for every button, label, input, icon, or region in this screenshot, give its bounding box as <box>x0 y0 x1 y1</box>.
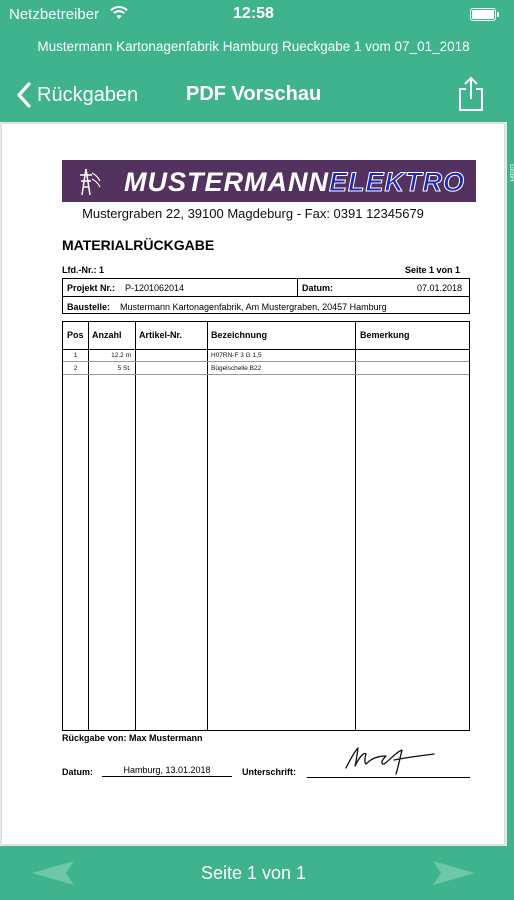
site-label: Baustelle: <box>67 302 111 312</box>
project-number: P-1201062014 <box>125 283 185 293</box>
pdf-page <box>2 124 514 844</box>
clock: 12:58 <box>233 5 274 22</box>
column-header-article: Artikel-Nr. <box>139 330 183 340</box>
footer-date-label: Datum: <box>62 767 93 777</box>
pdf-viewer[interactable] <box>0 122 514 846</box>
project-label: Projekt Nr.: <box>67 283 116 293</box>
page-count-label: Seite 1 von 1 <box>405 265 461 275</box>
company-address: Mustergraben 22, 39100 Magdeburg - Fax: 0391 12345679 <box>82 206 424 221</box>
returned-by: Rückgabe von: Max Mustermann <box>62 733 203 743</box>
table-cell-pos: 1 <box>73 352 78 359</box>
company-logo <box>62 160 514 202</box>
carrier-label: Netzbetreiber <box>9 6 100 23</box>
project-info-box <box>62 278 470 314</box>
status-bar <box>0 0 507 30</box>
next-page-icon[interactable] <box>431 859 477 887</box>
share-icon[interactable] <box>457 76 485 112</box>
back-button[interactable] <box>14 80 138 110</box>
document-title: Mustermann Kartonagenfabrik Hamburg Rueckgabe 1 vom 07_01_2018 <box>37 39 470 54</box>
table-cell-quantity: 5 St. <box>117 365 131 372</box>
electric-tower-icon <box>72 165 104 197</box>
signature-label: Unterschrift: <box>242 767 297 777</box>
logo-suffix: GmbH <box>508 164 514 182</box>
page-title: PDF Vorschau <box>186 83 322 105</box>
date-label: Datum: <box>302 283 333 293</box>
table-cell-pos: 2 <box>73 365 78 372</box>
column-header-pos: Pos <box>67 330 84 340</box>
navigation-bar <box>0 66 507 122</box>
chevron-left-icon <box>14 81 34 109</box>
site-value: Mustermann Kartonagenfabrik, Am Mustergraben, 20457 Hamburg <box>120 302 387 312</box>
column-header-quantity: Anzahl <box>92 330 122 340</box>
pagination-bar <box>0 846 507 900</box>
table-cell-description: H07RN-F 3 G 1,5 <box>211 352 262 359</box>
logo-text-main: MUSTERMANN <box>124 167 329 197</box>
column-header-description: Bezeichnung <box>211 330 268 340</box>
items-table <box>62 321 470 731</box>
table-cell-description: Bügelschelle B22 <box>211 365 262 372</box>
page-indicator: Seite 1 von 1 <box>200 863 307 883</box>
back-button-label: Rückgaben <box>37 83 139 106</box>
sequence-number: Lfd.-Nr.: 1 <box>62 265 104 275</box>
document-heading: MATERIALRÜCKGABE <box>62 237 215 253</box>
logo-text <box>124 167 465 198</box>
footer-date-value: Hamburg, 13.01.2018 <box>102 765 232 777</box>
date-value: 07.01.2018 <box>417 283 463 293</box>
battery-icon <box>470 8 496 21</box>
handwritten-signature <box>342 742 437 778</box>
logo-text-accent: ELEKTRO <box>329 167 466 197</box>
table-cell-quantity: 12.2 m <box>111 352 131 359</box>
column-header-remark: Bemerkung <box>360 330 410 340</box>
